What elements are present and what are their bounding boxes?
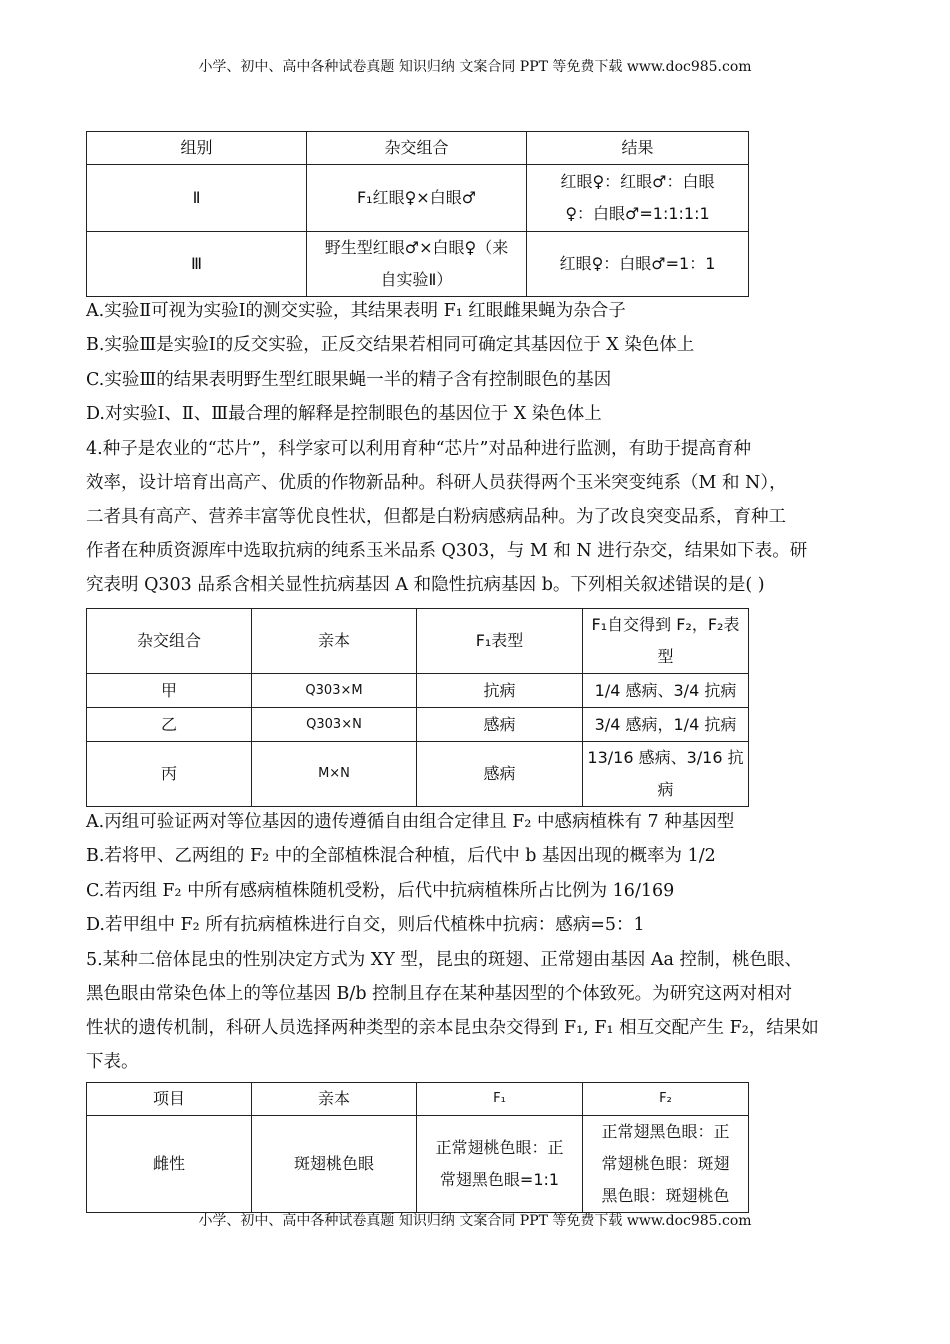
- parents-cell: Q303×N: [252, 708, 417, 742]
- cross-line: 野生型红眼♂×白眼♀（来: [324, 238, 509, 257]
- header-cell: 亲本: [252, 1083, 417, 1116]
- group-cell: Ⅲ: [87, 232, 307, 297]
- q5-text-line: 黑色眼由常染色体上的等位基因 B/b 控制且存在某种基因型的个体致死。为研究这两对相对: [86, 984, 793, 1004]
- table-row: [87, 742, 749, 807]
- group-cell: Ⅱ: [87, 165, 307, 232]
- table-row: [87, 674, 749, 708]
- q3-option-a: A.实验Ⅱ可视为实验Ⅰ的测交实验，其结果表明 F₁ 红眼雌果蝇为杂合子: [86, 301, 626, 321]
- q5-text-line: 下表。: [86, 1052, 139, 1072]
- combo-cell: 甲: [87, 674, 252, 708]
- f2-line: 常翅桃色眼：斑翅: [601, 1154, 730, 1173]
- table-header-row: [87, 1083, 749, 1116]
- header-cell: 项目: [87, 1083, 252, 1116]
- q4-option-a: A.丙组可验证两对等位基因的遗传遵循自由组合定律且 F₂ 中感病植株有 7 种基因型: [86, 812, 735, 832]
- table-row: [87, 232, 749, 297]
- f2-cell: [583, 1116, 749, 1213]
- f2-cell: 1/4 感病、3/4 抗病: [583, 674, 749, 708]
- f1-line: 常翅黑色眼=1:1: [439, 1170, 560, 1189]
- q3-option-c: C.实验Ⅲ的结果表明野生型红眼果蝇一半的精子含有控制眼色的基因: [86, 370, 612, 390]
- q4-option-d: D.若甲组中 F₂ 所有抗病植株进行自交，则后代植株中抗病：感病=5：1: [86, 915, 645, 935]
- q4-text-line: 4.种子是农业的“芯片”，科学家可以利用育种“芯片”对品种进行监测，有助于提高育种: [86, 439, 751, 459]
- table-row: [87, 708, 749, 742]
- header-cell: 结果: [527, 132, 749, 165]
- f1-cell: 感病: [417, 742, 583, 807]
- table-header-row: [87, 609, 749, 674]
- cross-table-3: [86, 1082, 749, 1213]
- f2-line: 13/16 感病、3/16 抗: [587, 748, 744, 767]
- header-cell: [583, 609, 749, 674]
- q4-text-line: 效率，设计培育出高产、优质的作物新品种。科研人员获得两个玉米突变纯系（M 和 N），: [86, 473, 787, 493]
- header-cell: F₁: [417, 1083, 583, 1116]
- header-line: F₁自交得到 F₂，F₂表: [591, 615, 740, 634]
- combo-cell: 乙: [87, 708, 252, 742]
- q3-option-d: D.对实验Ⅰ、Ⅱ、Ⅲ最合理的解释是控制眼色的基因位于 X 染色体上: [86, 404, 602, 424]
- f2-line: 黑色眼：斑翅桃色: [601, 1186, 730, 1205]
- f1-cell: 抗病: [417, 674, 583, 708]
- header-cell: F₁表型: [417, 609, 583, 674]
- page-footer: 小学、初中、高中各种试卷真题 知识归纳 文案合同 PPT 等免费下载 www.doc985.com: [198, 1213, 752, 1229]
- table-row: [87, 165, 749, 232]
- f2-line: 病: [657, 780, 674, 799]
- q3-option-b: B.实验Ⅲ是实验Ⅰ的反交实验，正反交结果若相同可确定其基因位于 X 染色体上: [86, 335, 695, 355]
- cross-cell: [307, 232, 527, 297]
- q4-option-c: C.若丙组 F₂ 中所有感病植株随机受粉，后代中抗病植株所占比例为 16/169: [86, 881, 675, 901]
- parents-cell: Q303×M: [252, 674, 417, 708]
- result-line: 红眼♀：红眼♂：白眼: [560, 172, 715, 191]
- q4-text-line: 作者在种质资源库中选取抗病的纯系玉米品系 Q303，与 M 和 N 进行杂交，结果如下表。研: [86, 541, 808, 561]
- table-row: [87, 1116, 749, 1213]
- f1-cell: 感病: [417, 708, 583, 742]
- page-header: 小学、初中、高中各种试卷真题 知识归纳 文案合同 PPT 等免费下载 www.doc985.com: [198, 59, 752, 75]
- parent-cell: 斑翅桃色眼: [252, 1116, 417, 1213]
- combo-cell: 丙: [87, 742, 252, 807]
- header-line: 型: [657, 647, 674, 666]
- q5-text-line: 5.某种二倍体昆虫的性别决定方式为 XY 型，昆虫的斑翅、正常翅由基因 Aa 控制，桃色眼、: [86, 950, 803, 970]
- q5-text-line: 性状的遗传机制，科研人员选择两种类型的亲本昆虫杂交得到 F₁, F₁ 相互交配产生 F₂，结果如: [86, 1018, 819, 1038]
- item-cell: 雌性: [87, 1116, 252, 1213]
- q4-text-line: 二者具有高产、营养丰富等优良性状，但都是白粉病感病品种。为了改良突变品系，育种工: [86, 507, 786, 527]
- cross-cell: F₁红眼♀×白眼♂: [307, 165, 527, 232]
- cross-table-1: [86, 131, 749, 297]
- header-cell: 杂交组合: [87, 609, 252, 674]
- f1-cell: [417, 1116, 583, 1213]
- f2-line: 正常翅黑色眼：正: [601, 1122, 730, 1141]
- cross-line: 自实验Ⅱ）: [380, 270, 453, 289]
- header-cell: 组别: [87, 132, 307, 165]
- parents-cell: M×N: [252, 742, 417, 807]
- f2-cell: 3/4 感病，1/4 抗病: [583, 708, 749, 742]
- result-cell: [527, 165, 749, 232]
- header-cell: 亲本: [252, 609, 417, 674]
- cross-table-2: [86, 608, 749, 807]
- q4-text-line: 究表明 Q303 品系含相关显性抗病基因 A 和隐性抗病基因 b。下列相关叙述错误的是( ): [86, 575, 765, 595]
- q4-option-b: B.若将甲、乙两组的 F₂ 中的全部植株混合种植，后代中 b 基因出现的概率为 1/2: [86, 846, 716, 866]
- header-cell: 杂交组合: [307, 132, 527, 165]
- result-cell: 红眼♀：白眼♂=1：1: [527, 232, 749, 297]
- header-cell: F₂: [583, 1083, 749, 1116]
- f2-cell: [583, 742, 749, 807]
- table-header-row: [87, 132, 749, 165]
- f1-line: 正常翅桃色眼：正: [435, 1138, 564, 1157]
- result-line: ♀：白眼♂=1:1:1:1: [565, 204, 710, 223]
